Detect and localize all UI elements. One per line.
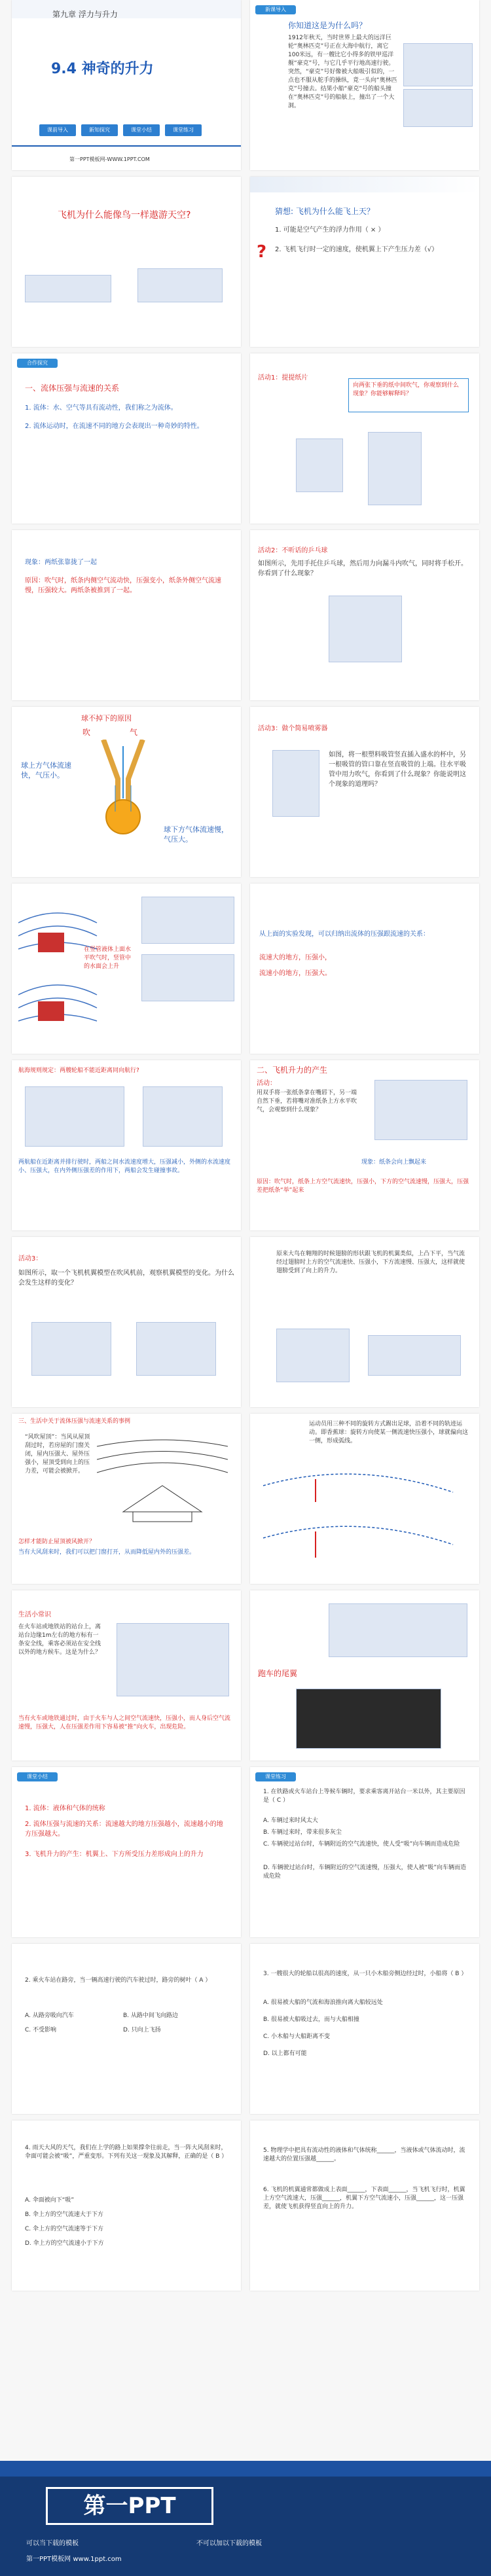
tip-text: 在火车站或地铁站的站台上，离站台边缘1m左右的地方标有一条安全线，乘客必须站在安全线以外的地方候车。这是为什么？: [18, 1624, 101, 1656]
blow-label: 吹: [82, 728, 91, 737]
question-1: 1. 在铁路或火车站台上等候车辆时，要求乘客离开站台一米以外，其主要原因是（ C ）: [263, 1789, 465, 1804]
slide-wing-model: [12, 1237, 241, 1407]
slide-bird-wing: [250, 1237, 479, 1407]
question-2: 2. 乘火车站在路旁，当一辆高速行驶的汽车驶过时，路旁的树叶（ A ）: [25, 1977, 211, 1984]
tube-caption: 在竖管液体上面水平吹气时，竖管中的水面会上升: [84, 946, 132, 970]
question-6: 6. 飞机的机翼通常都做成上表面______，下表面______，当飞机飞行时，机翼上方空气流速大，压强______，机翼下方空气流速小，压强______，这一压强差，就使飞机获得竖直向上的升力。: [263, 2187, 465, 2210]
q4-option-d[interactable]: D. 伞上方的空气流速小于下方: [25, 2240, 104, 2247]
activity-text: 用双手将一张纸条拿在嘴唇下，另一端自然下垂，若将嘴对准纸条上方水平吹气，会观察到什么现象？: [257, 1090, 357, 1113]
activity-text: 如图所示，先用手托住乒乓球，然后用力向漏斗内吹气，同时将手松开。你看到了什么现象？: [258, 560, 467, 577]
lift-result: 现象：纸条会向上飘起来: [361, 1159, 427, 1166]
slide-life-examples: [12, 1414, 241, 1584]
bird-image: [137, 268, 223, 302]
q1-option-c[interactable]: C. 车辆驶过站台时，车辆附近的空气流速快，使人受“吸”向车辆而造成危险: [263, 1841, 460, 1848]
slide-sprayer: [250, 707, 479, 877]
wing-section-image: [368, 1335, 461, 1376]
guess-item-1: 1. 可能是空气产生的浮力作用（ × ）: [275, 226, 385, 234]
activity-title: 活动3：: [18, 1255, 43, 1262]
roof-text: “风吹屋顶”：当风从屋顶刮过时，若房屋的门窗关闭，屋内压强大、屋外压强小，屋顶受到向上的压力差，可能会被掀开。: [25, 1434, 90, 1475]
q4-option-a[interactable]: A. 伞面被向下“吸”: [25, 2197, 75, 2204]
roof-question: 怎样才能防止屋顶被风掀开？: [18, 1539, 96, 1545]
sprayer-image: [272, 750, 319, 817]
tube-image-1: [141, 897, 234, 944]
slide-activity-paper: [250, 353, 479, 524]
slide-practice-1: [250, 1767, 479, 1937]
train-station-image: [117, 1623, 229, 1696]
activity-title: 活动2：不听话的乒乓球: [258, 547, 328, 554]
slide-tube-experiment: [12, 884, 241, 1054]
tube-image-2: [141, 954, 234, 1001]
bird-flying-image: [276, 1329, 350, 1382]
intro-text: 1912年秋天，当时世界上最大的远洋巨轮“奥林匹克”号正在大海中航行，离它100米远，有一艘比它小得多的铁甲巡洋舰“豪克”号，与它几乎平行地高速行驶。突然，“豪克”号好像被大船吸引似的，一点也不服从舵手的操纵，竟一头向“奥林匹克”号撞去。结果小船“豪克”号的船头撞在“奥林匹克”号的船舷上，撞出了一个大洞。: [288, 35, 397, 109]
section-heading: 二、飞机升力的产生: [257, 1065, 328, 1075]
lesson-title: 9.4 神奇的升力: [51, 61, 154, 77]
slide-practice-2: [12, 1944, 241, 2114]
fast-text: 流速大的地方，压强小，: [259, 954, 331, 961]
speech-bubble: 向两张下垂的纸中间吹气，你观察到什么现象？你能够解释吗？: [348, 378, 469, 412]
nav-practice-button[interactable]: 课堂练习: [165, 124, 202, 136]
q1-option-d[interactable]: D. 车辆驶过站台时，车辆附近的空气流速慢，压强大，使人被“吸”向车辆而造成危险: [263, 1865, 466, 1880]
bird-wing-text: 原来大鸟在翱翔的时候翅膀的形状跟飞机的机翼类似，上凸下平，当气流经过翅膀时上方的空气流速快、压强小，下方流速慢、压强大，这样就使翅膀受到了向上的升力。: [276, 1251, 465, 1274]
site-logo[interactable]: 第一PPT: [46, 2487, 213, 2525]
activity-title: 活动3：做个简易喷雾器: [258, 725, 328, 732]
footer-line-3[interactable]: 第一PPT模板网 www.1ppt.com: [26, 2556, 122, 2563]
chapter-label: 第九章 浮力与升力: [52, 10, 118, 19]
funnel-ball-diagram: [84, 740, 162, 857]
footer-line-1: 可以当下载的模板: [26, 2540, 79, 2547]
lift-reason: 原因：吹气时，纸条上方空气流速快，压强小，下方的空气流速慢，压强大，压强差把纸条“举”起来: [257, 1179, 469, 1194]
slide-fluid: [12, 353, 241, 524]
bottom-label: 球下方气体流速慢，气压大。: [164, 825, 228, 844]
top-label: 球上方气体流速快，气压小。: [21, 761, 71, 779]
activity-title: 活动1：提提纸片: [258, 374, 308, 382]
q3-option-b[interactable]: B. 很易被大船吸过去，而与大船相撞: [263, 2016, 359, 2023]
roof-answer: 当有大风刮来时，我们可以把门窗打开，从而降低屋内外的压强差。: [18, 1549, 196, 1556]
guess-item-2: 2. 飞机飞行时一定的速度，使机翼上下产生压力差（√）: [275, 246, 439, 253]
ship-photo-2: [403, 89, 473, 127]
q1-option-a[interactable]: A. 车辆过来时风太大: [263, 1817, 318, 1824]
tip-title: 生活小常识: [18, 1611, 51, 1619]
ship-diagram: [143, 1086, 223, 1147]
q3-option-c[interactable]: C. 小木船与大船距离不变: [263, 2033, 331, 2040]
q2-option-a[interactable]: A. 从路旁吸向汽车: [25, 2012, 74, 2019]
spoiler-caption: 跑车的尾翼: [258, 1669, 298, 1678]
guess-title: 猜想: 飞机为什么能飞上天？: [275, 207, 374, 216]
section-badge: 新课导入: [255, 5, 296, 14]
nav-explore-button[interactable]: 新知探究: [81, 124, 118, 136]
boy-blowing-image: [368, 432, 422, 505]
slide-ball-reason: [12, 707, 241, 877]
fluid-property: 2. 流体运动时，在流速不同的地方会表现出一种奇妙的特性。: [25, 423, 204, 430]
nav-summary-button[interactable]: 课堂小结: [123, 124, 160, 136]
slide-airplane-question: [12, 177, 241, 347]
slide-practice-3: [250, 1944, 479, 2114]
site-footer: 第一PPT模板网-WWW.1PPT.COM: [69, 156, 150, 162]
slide-title: [12, 0, 241, 170]
rule-text: 两航船在近距离并排行驶时，两船之间水流速度增大，压强减小，外侧的水流速度小、压强大，在内外侧压强差的作用下，两船会发生碰撞事故。: [18, 1159, 231, 1174]
summary-item-3: 3. 飞机升力的产生：机翼上、下方所受压力差形成向上的升力: [25, 1851, 204, 1858]
fluid-definition: 1. 流体：水、空气等具有流动性，我们称之为流体。: [25, 404, 177, 412]
wing-model-image-2: [136, 1322, 216, 1376]
q4-option-b[interactable]: B. 伞上方的空气流速大于下方: [25, 2211, 103, 2218]
slide-car-spoiler: [250, 1590, 479, 1761]
question-mark: ?: [257, 242, 267, 262]
slide-banana-ball: [250, 1414, 479, 1584]
section-badge: 合作探究: [17, 359, 58, 368]
q2-option-b[interactable]: B. 从路中间飞向路边: [123, 2012, 178, 2019]
intro-question: 你知道这是为什么吗？: [288, 21, 367, 30]
conclusion-text: 从上面的实验发现，可以归纳出流体的压强跟流速的关系：: [259, 931, 429, 938]
girl-blowing-image: [296, 438, 343, 492]
ship-photo-1: [403, 43, 473, 86]
q2-option-c[interactable]: C. 不受影响: [25, 2027, 57, 2033]
slide-station-safety: [12, 1590, 241, 1761]
ship-image: [25, 1086, 124, 1147]
q3-option-d[interactable]: D. 以上都有可能: [263, 2050, 307, 2057]
slide-intro: [250, 0, 479, 170]
section-badge: 课堂练习: [255, 1772, 296, 1781]
footer-line-2: 不可以加以下载的模板: [196, 2540, 262, 2547]
banana-text: 运动员用三种不同的旋转方式踢出足球，沿着不同的轨迹运动。即香蕉球：旋转方向使某一侧流速快压强小，球就偏向这一侧，形成弧线。: [309, 1421, 469, 1444]
sports-car-image: [296, 1689, 441, 1749]
slide-navigation-rule: [12, 1060, 241, 1230]
pingpong-image: [329, 596, 402, 662]
question-4: 4. 雨天大风的天气，我们在上学的路上如果撑伞往前走，当一阵大风刮来时，伞面可能会被“吸”，严重变形。下列有关这一现象及其解释，正确的是（ B ）: [25, 2145, 228, 2160]
slide-practice-5-6: [250, 2120, 479, 2291]
wing-model-image-1: [31, 1322, 111, 1376]
slide-conclusion: [250, 884, 479, 1054]
nav-intro-button[interactable]: 课前导入: [39, 124, 76, 136]
activity-text: 如图所示，取一个飞机机翼模型在吹风机前，观察机翼模型的变化。为什么会发生这样的变化？: [18, 1270, 234, 1287]
airplane-question: 飞机为什么能像鸟一样遨游天空?: [58, 210, 191, 221]
airplane-image: [25, 275, 111, 302]
spoiler-diagram: [329, 1603, 467, 1657]
slide-guess: [250, 177, 479, 347]
section-badge: 课堂小结: [17, 1772, 58, 1781]
slide-paper-result: [12, 530, 241, 700]
q2-option-d[interactable]: D. 只向上飞扬: [123, 2027, 161, 2033]
question-5: 5. 物理学中把具有流动性的液体和气体统称______，当液体或气体流动时，流速越大的位置压强越______。: [263, 2147, 465, 2162]
rule-title: 航海规则规定：两艘轮船不能近距离同向航行?: [18, 1067, 139, 1074]
summary-item-1: 1. 流体：液体和气体的统称: [25, 1805, 105, 1812]
activity-text: 如图，将一根塑料吸管竖直插入盛水的杯中，另一根吸管的管口靠在竖直吸管的上端。往水平吸管中用力吹气，你看到了什么现象？你能说明这个现象的道理吗？: [329, 751, 466, 788]
q3-option-a[interactable]: A. 很易被大船的气流和海浪推向离大船较远处: [263, 1999, 383, 2006]
phenomenon-text: 现象：两纸张靠拢了一起: [25, 559, 97, 566]
q4-option-c[interactable]: C. 伞上方的空气流速等于下方: [25, 2226, 104, 2232]
ball-trajectory-diagram: [257, 1466, 473, 1571]
section-heading: 一、流体压强与流速的关系: [25, 384, 120, 393]
reason-text: 原因：吹气时，纸条内侧空气流动快，压强变小，纸条外侧空气流速慢，压强较大。两纸条被推到了一起。: [25, 577, 221, 594]
slide-lift: [250, 1060, 479, 1230]
air-label: 气: [130, 728, 138, 737]
slide-summary: [12, 1767, 241, 1937]
slide-practice-4: [12, 2120, 241, 2291]
summary-item-2: 2. 流体压强与流速的关系：流速越大的地方压强越小，流速越小的地方压强越大。: [25, 1821, 223, 1838]
paper-blow-image: [374, 1080, 467, 1140]
slide-pingpong: [250, 530, 479, 700]
roof-diagram: [97, 1433, 228, 1525]
question-3: 3. 一艘很大的轮船以很高的速度，从一只小木船旁侧边经过时，小船将（ B ）: [263, 1971, 467, 1977]
activity-title: 活动：: [257, 1080, 276, 1087]
q1-option-b[interactable]: B. 车辆过来时，带来很多灰尘: [263, 1829, 342, 1836]
tip-answer: 当有火车或地铁通过时，由于火车与人之间空气流速快，压强小，而人身后空气流速慢，压强大，人在压强差作用下容易被“推”向火车，出现危险。: [18, 1715, 231, 1730]
diagram-title: 球不掉下的原因: [81, 714, 132, 723]
section-heading: 三、生活中关于流体压强与流速关系的事例: [18, 1418, 131, 1425]
slow-text: 流速小的地方，压强大。: [259, 970, 331, 977]
footer-banner: [0, 2461, 491, 2576]
